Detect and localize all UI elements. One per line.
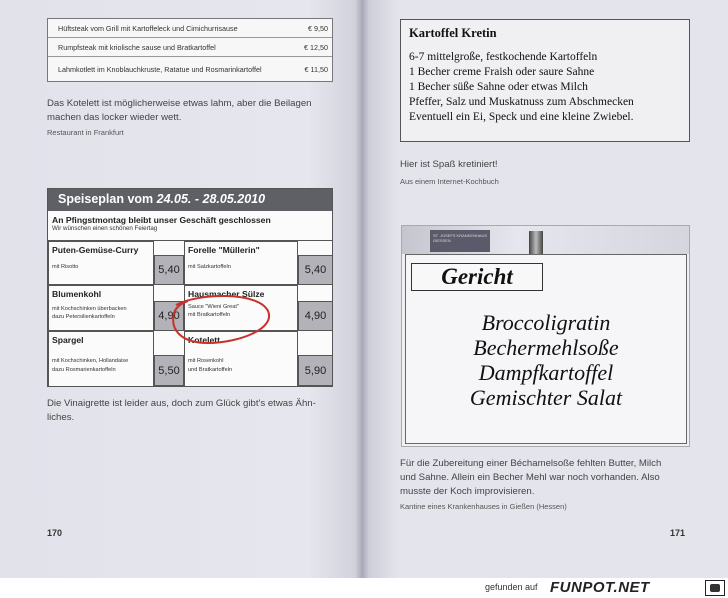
comment-line: machen das locker wieder wett.	[47, 112, 182, 123]
comment-line: musste der Koch improvisieren.	[400, 486, 535, 497]
closed-notice	[48, 211, 332, 241]
menu-dish: Kotelett	[188, 335, 220, 345]
recipe-line: 1 Becher süße Sahne oder etwas Milch	[409, 81, 588, 93]
price-row	[48, 57, 332, 81]
price-row	[48, 19, 332, 38]
menu-side: und Bratkartoffeln	[188, 367, 233, 373]
menu-dish: Forelle "Müllerin"	[188, 245, 260, 255]
menu-cell	[48, 241, 154, 285]
menu-side: Sauce "Wieni Great"	[188, 304, 239, 310]
comment-text	[47, 397, 316, 425]
source-caption: Aus einem Internet-Kochbuch	[400, 177, 499, 186]
menu-cell	[48, 285, 154, 331]
recipe-title: Kartoffel Kretin	[409, 26, 497, 40]
menu-cell	[48, 331, 154, 387]
recipe-box	[400, 19, 690, 142]
menu-side: mit Bratkartoffeln	[188, 312, 231, 318]
menu-cell	[184, 241, 298, 285]
source-caption: Restaurant in Frankfurt	[47, 128, 124, 137]
book-gutter	[355, 0, 369, 578]
dish-name: Hüftsteak vom Grill mit Kartoffeleck und Cimichurrisause	[58, 23, 238, 33]
comment-line: Die Vinaigrette ist leider aus, doch zum Glück gibt's etwas Ähn-	[47, 398, 316, 409]
menu-side: dazu Rosmarienkartoffeln	[52, 367, 116, 373]
board-title: Gericht	[411, 263, 543, 291]
red-marker-circle	[168, 291, 278, 349]
menu-header	[48, 189, 332, 211]
menu-side: mit Kochschinken, Hollandaise	[52, 358, 129, 364]
menu-plan	[47, 188, 333, 387]
price-table	[47, 18, 333, 82]
menu-price: 5,40	[154, 255, 184, 285]
board-line: Dampfkartoffel	[478, 360, 614, 385]
dish-price: € 11,50	[304, 64, 328, 74]
dish-name: Lahmkotlett im Knoblauchkruste, Ratatue und Rosmarinkartoffel	[58, 64, 262, 74]
closed-subtitle: Wir wünschen einen schönen Feiertag	[52, 225, 158, 232]
comment-line: Für die Zubereitung einer Béchamelsoße fehlten Butter, Milch	[400, 458, 662, 469]
hospital-sign: ST. JOSEFS KRANKENHAUS GIESSEN	[430, 230, 490, 252]
menu-price: 5,90	[298, 355, 333, 386]
found-on-text: gefunden auf	[485, 582, 538, 592]
brand-icon	[705, 580, 725, 596]
dish-name: Rumpfsteak mit kriolische sause und Bratkartoffel	[58, 42, 216, 52]
comment-text	[400, 457, 661, 499]
recipe-line: 1 Becher creme Fraish oder saure Sahne	[409, 66, 595, 78]
recipe-line: Pfeffer, Salz und Muskatnuss zum Abschmecken	[409, 96, 634, 108]
menu-side: mit Salzkartoffeln	[188, 264, 231, 270]
menu-price: 5,40	[298, 255, 333, 285]
menu-header-dates: 24.05. - 28.05.2010	[156, 192, 266, 206]
menu-board	[405, 254, 687, 444]
comment-text: Hier ist Spaß kretiniert!	[400, 159, 498, 170]
price-row	[48, 38, 332, 57]
menu-price: 5,50	[154, 355, 184, 386]
menu-price: 4,90	[298, 301, 333, 331]
board-line: Broccoligratin	[481, 310, 611, 335]
menu-board-photo	[401, 225, 690, 447]
recipe-line: Eventuell ein Ei, Speck und eine kleine Zwiebel.	[409, 111, 634, 123]
menu-side: dazu Petersilienkartoffeln	[52, 314, 115, 320]
menu-header-prefix: Speiseplan vom	[58, 192, 157, 206]
menu-dish: Blumenkohl	[52, 289, 102, 299]
menu-dish: Hausmacher Sülze	[188, 289, 265, 299]
menu-side: mit Rosenkohl	[188, 358, 224, 364]
dish-price: € 9,50	[308, 23, 328, 33]
menu-dish: Spargel	[52, 335, 84, 345]
photo-pillar	[529, 231, 543, 255]
board-line: Gemischter Salat	[469, 385, 623, 410]
menu-dish: Puten-Gemüse-Curry	[52, 245, 139, 255]
menu-price: 4,90	[154, 301, 184, 331]
source-caption: Kantine eines Krankenhauses in Gießen (Hessen)	[400, 502, 567, 511]
menu-side: mit Risotto	[52, 264, 79, 270]
page-number: 171	[670, 528, 686, 538]
page-number: 170	[47, 528, 63, 538]
dish-price: € 12,50	[304, 42, 328, 52]
closed-title: An Pfingstmontag bleibt unser Geschäft geschlossen	[52, 215, 271, 225]
comment-line: Das Kotelett ist möglicherweise etwas lahm, aber die Beilagen	[47, 98, 312, 109]
comment-line: und Sahne. Allein ein Becher Mehl war noch vorhanden. Also	[400, 472, 660, 483]
brand-logo-text[interactable]: FUNPOT.NET	[550, 579, 650, 596]
menu-side: mit Kochschinken überbacken	[52, 306, 127, 312]
recipe-line: 6-7 mittelgroße, festkochende Kartoffeln	[409, 51, 598, 63]
board-line: Bechermehlsoße	[473, 335, 619, 360]
comment-line: liches.	[47, 412, 75, 423]
comment-text	[47, 97, 312, 125]
